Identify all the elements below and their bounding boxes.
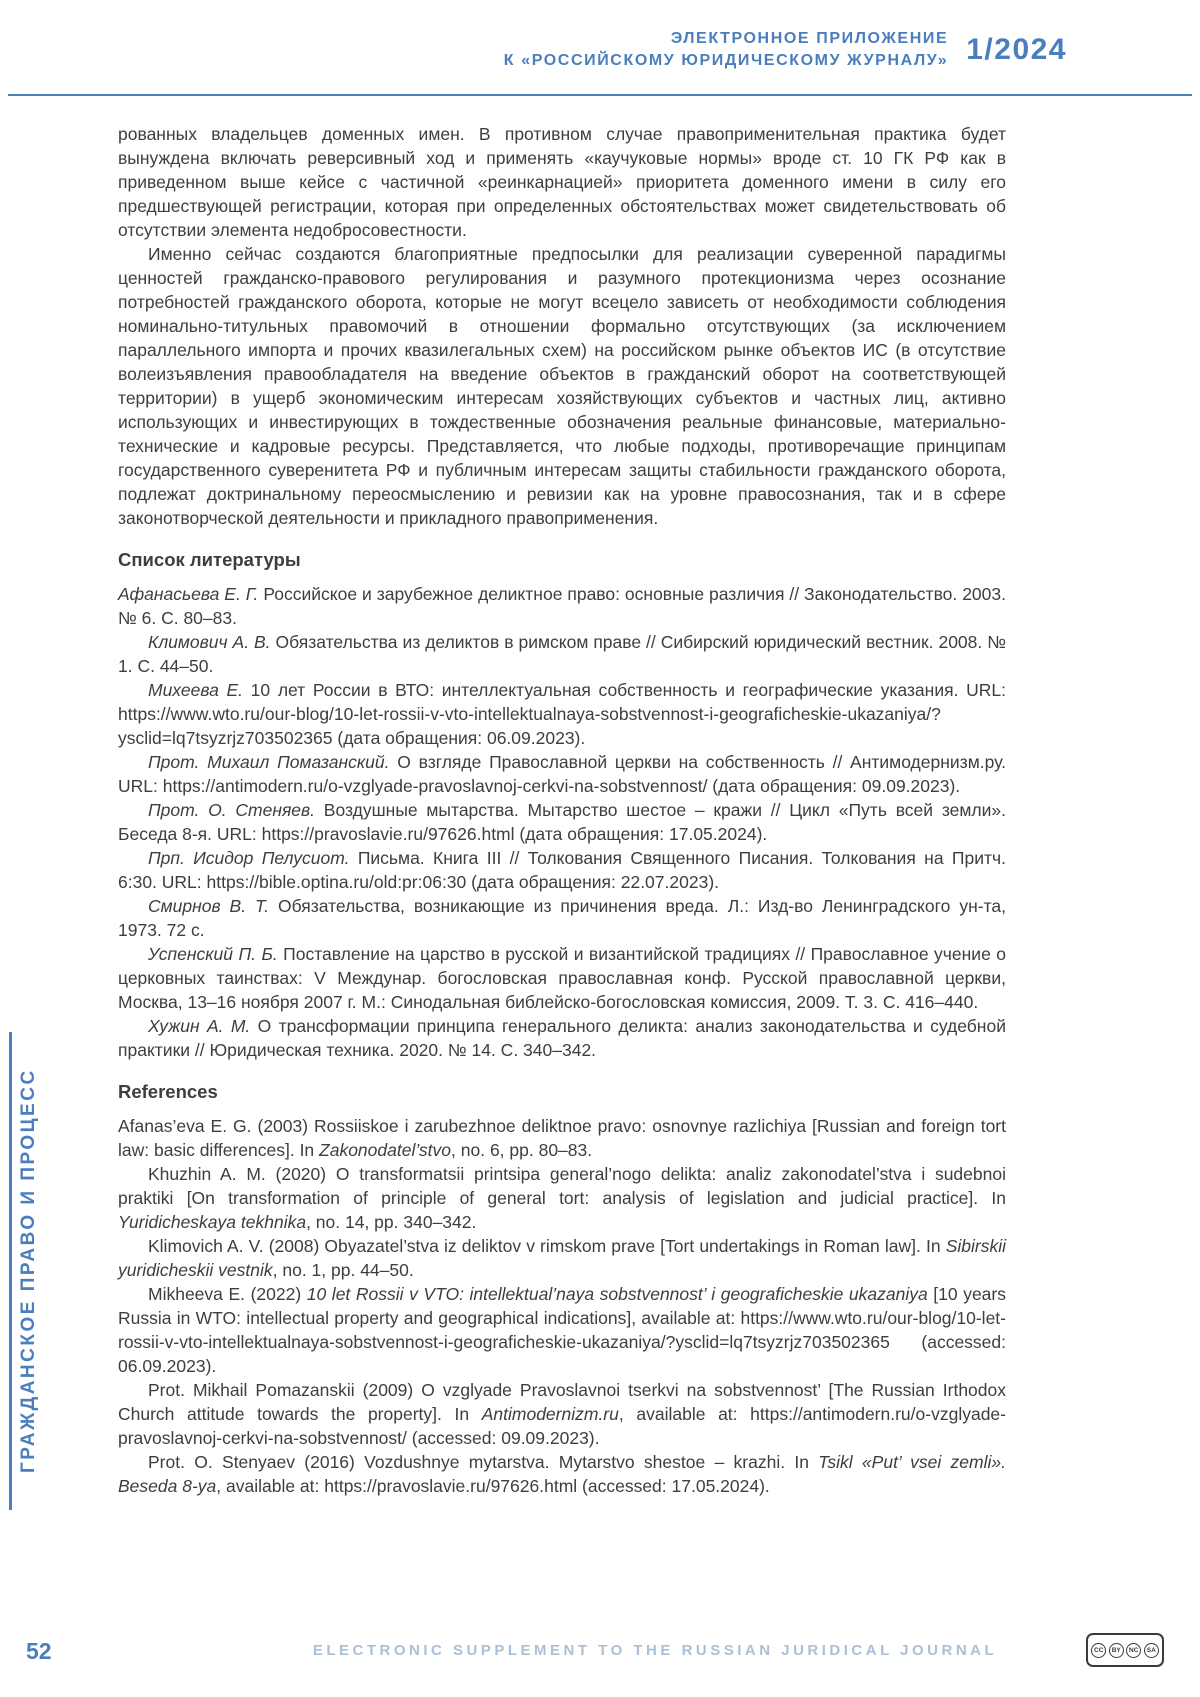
reference-entry: Klimovich A. V. (2008) Obyazatel’stva iz deliktov v rimskom prave [Tort undertakings in Roman law]. In Sibirskii yuridicheskii vestnik, no. 1, pp. 44–50. [118,1236,1006,1280]
body-paragraphs [118,122,1006,530]
body-paragraph: рованных владельцев доменных имен. В противном случае правоприменительная практика будет вынуждена включать реверсивный ход и применять «каучуковые нормы» вроде ст. 10 ГК РФ как в приведенном выше кейсе с частичной «реинкарнацией» приоритета доменного имени в силу его предшествующей регистрации, которая при определенных обстоятельствах может свидетельствовать об отсутствии элемента недобросовестности. [118,124,1006,240]
body-paragraph: Именно сейчас создаются благоприятные предпосылки для реализации суверенной парадигмы ценностей гражданско-правового регулирования и разумного протекционизма через осознание потребностей гражданского оборота, которые не могут всецело зависеть от необходимости соблюдения номинально-титульных правомочий в отношении формально отсутствующих (за исключением параллельного импорта и прочих квазилегальных схем) на российском рынке объектов ИС (в отсутствие волеизъявления правообладателя на введение объектов в гражданский оборот на соответствующей территории) в ущерб экономическим интересам хозяйствующих субъектов и частных лиц, активно использующих и инвестирующих в тождественные обозначения реальные финансовые, материально-технические и кадровые ресурсы. Представляется, что любые подходы, противоречащие принципам государственного суверенитета РФ и публичным интересам защиты стабильности гражданского оборота, подлежат доктринальному переосмыслению и ревизии как на уровне правосознания, так и в сфере законотворческой деятельности и прикладного правоприменения. [118,244,1006,528]
footer-title: ELECTRONIC SUPPLEMENT TO THE RUSSIAN JURIDICAL JOURNAL [312,1642,998,1659]
journal-title [504,28,948,72]
bibliography-entry: Успенский П. Б. Поставление на царство в русской и византийской традициях // Православное учение о церковных таинствах: V Междунар. богословская православная конф. Русской православной церкви, Москва, 13–16 ноября 2007 г. М.: Синодальная библейско-богословская комиссия, 2009. Т. 3. С. 416–440. [118,944,1006,1012]
bibliography-entry: Прот. О. Стеняев. Воздушные мытарства. Мытарство шестое – кражи // Цикл «Путь всей земли». Беседа 8-я. URL: https://pravoslavie.ru/97626.html (дата обращения: 17.05.2024). [118,800,1006,844]
bibliography-heading: Список литературы [118,549,301,570]
bibliography-entry: Михеева Е. 10 лет России в ВТО: интеллектуальная собственность и географические указания. URL: https://www.wto.ru/our-blog/10-let-rossii-v-vto-intellektualnaya-sobstvennost-i-geograficheskie-ukazaniya/?ysclid=lq7tsyzrjz703502365 (дата обращения: 06.09.2023). [118,680,1006,748]
bibliography-entry: Хужин А. М. О трансформации принципа генерального деликта: анализ законодательства и судебной практики // Юридическая техника. 2020. № 14. С. 340–342. [118,1016,1006,1060]
article-content [118,122,1006,1498]
section-label: ГРАЖДАНСКОЕ ПРАВО И ПРОЦЕСС [18,1068,39,1474]
header-rule [8,94,1192,96]
bibliography-list [118,582,1006,1062]
nc-icon: NC [1126,1643,1141,1658]
by-icon: BY [1109,1643,1124,1658]
reference-entry: Prot. O. Stenyaev (2016) Vozdushnye mytarstva. Mytarstvo shestoe – krazhi. In Tsikl «Put’ vsei zemli». Beseda 8-ya, available at: https://pravoslavie.ru/97626.html (accessed: 17.05.2024). [118,1452,1006,1496]
references-heading: References [118,1081,218,1102]
journal-title-line2: К «РОССИЙСКОМУ ЮРИДИЧЕСКОМУ ЖУРНАЛУ» [503,52,949,69]
sa-icon: SA [1144,1643,1159,1658]
reference-entry: Afanas’eva E. G. (2003) Rossiiskoe i zarubezhnoe deliktnoe pravo: osnovnye razlichiya [Russian and foreign tort law: basic differences]. In Zakonodatel’stvo, no. 6, pp. 80–83. [118,1116,1006,1160]
journal-header [504,28,1067,72]
issue-number: 1/2024 [966,33,1067,66]
bibliography-entry: Афанасьева Е. Г. Российское и зарубежное деликтное право: основные различия // Законодательство. 2003. № 6. С. 80–83. [118,584,1006,628]
bibliography-entry: Климович А. В. Обязательства из деликтов в римском праве // Сибирский юридический вестник. 2008. № 1. С. 44–50. [118,632,1006,676]
references-list [118,1114,1006,1498]
bibliography-entry: Прот. Михаил Помазанский. О взгляде Православной церкви на собственность // Антимодернизм.ру. URL: https://antimodern.ru/o-vzglyade-pravoslavnoj-cerkvi-na-sobstvennost/ (дата обращения: 09.09.2023). [118,752,1006,796]
reference-entry: Khuzhin A. M. (2020) O transformatsii printsipa general’nogo delikta: analiz zakonodatel’stva i sudebnoi praktiki [On transformation of principle of general tort: analysis of legislation and judicial practice]. In Yuridicheskaya tekhnika, no. 14, pp. 340–342. [118,1164,1006,1232]
cc-icon: CC [1091,1643,1106,1658]
creative-commons-badge [1086,1633,1164,1667]
bibliography-entry: Смирнов В. Т. Обязательства, возникающие из причинения вреда. Л.: Изд-во Ленинградского ун-та, 1973. 72 с. [118,896,1006,940]
page-number: 52 [26,1638,52,1664]
journal-title-line1: ЭЛЕКТРОННОЕ ПРИЛОЖЕНИЕ [670,30,949,47]
bibliography-entry: Прп. Исидор Пелусиот. Письма. Книга III // Толкования Священного Писания. Толкования на Притч. 6:30. URL: https://bible.optina.ru/old:pr:06:30 (дата обращения: 22.07.2023). [118,848,1006,892]
sidebar-rule [9,1032,12,1510]
reference-entry: Prot. Mikhail Pomazanskii (2009) O vzglyade Pravoslavnoi tserkvi na sobstvennost’ [The Russian Irthodox Church attitude towards the property]. In Antimodernizm.ru, available at: https://antimodern.ru/o-vzglyade-pravoslavnoj-cerkvi-na-sobstvennost/ (accessed: 09.09.2023). [118,1380,1006,1448]
reference-entry: Mikheeva E. (2022) 10 let Rossii v VTO: intellektual’naya sobstvennost’ i geograficheskie ukazaniya [10 years Russia in WTO: intellectual property and geographical indications], available at: https://www.wto.ru/our-blog/10-let-rossii-v-vto-intellektualnaya-sobstvennost-i-geograficheskie-ukazaniya/?ysclid=lq7tsyzrjz703502365 (accessed: 06.09.2023). [118,1284,1006,1376]
